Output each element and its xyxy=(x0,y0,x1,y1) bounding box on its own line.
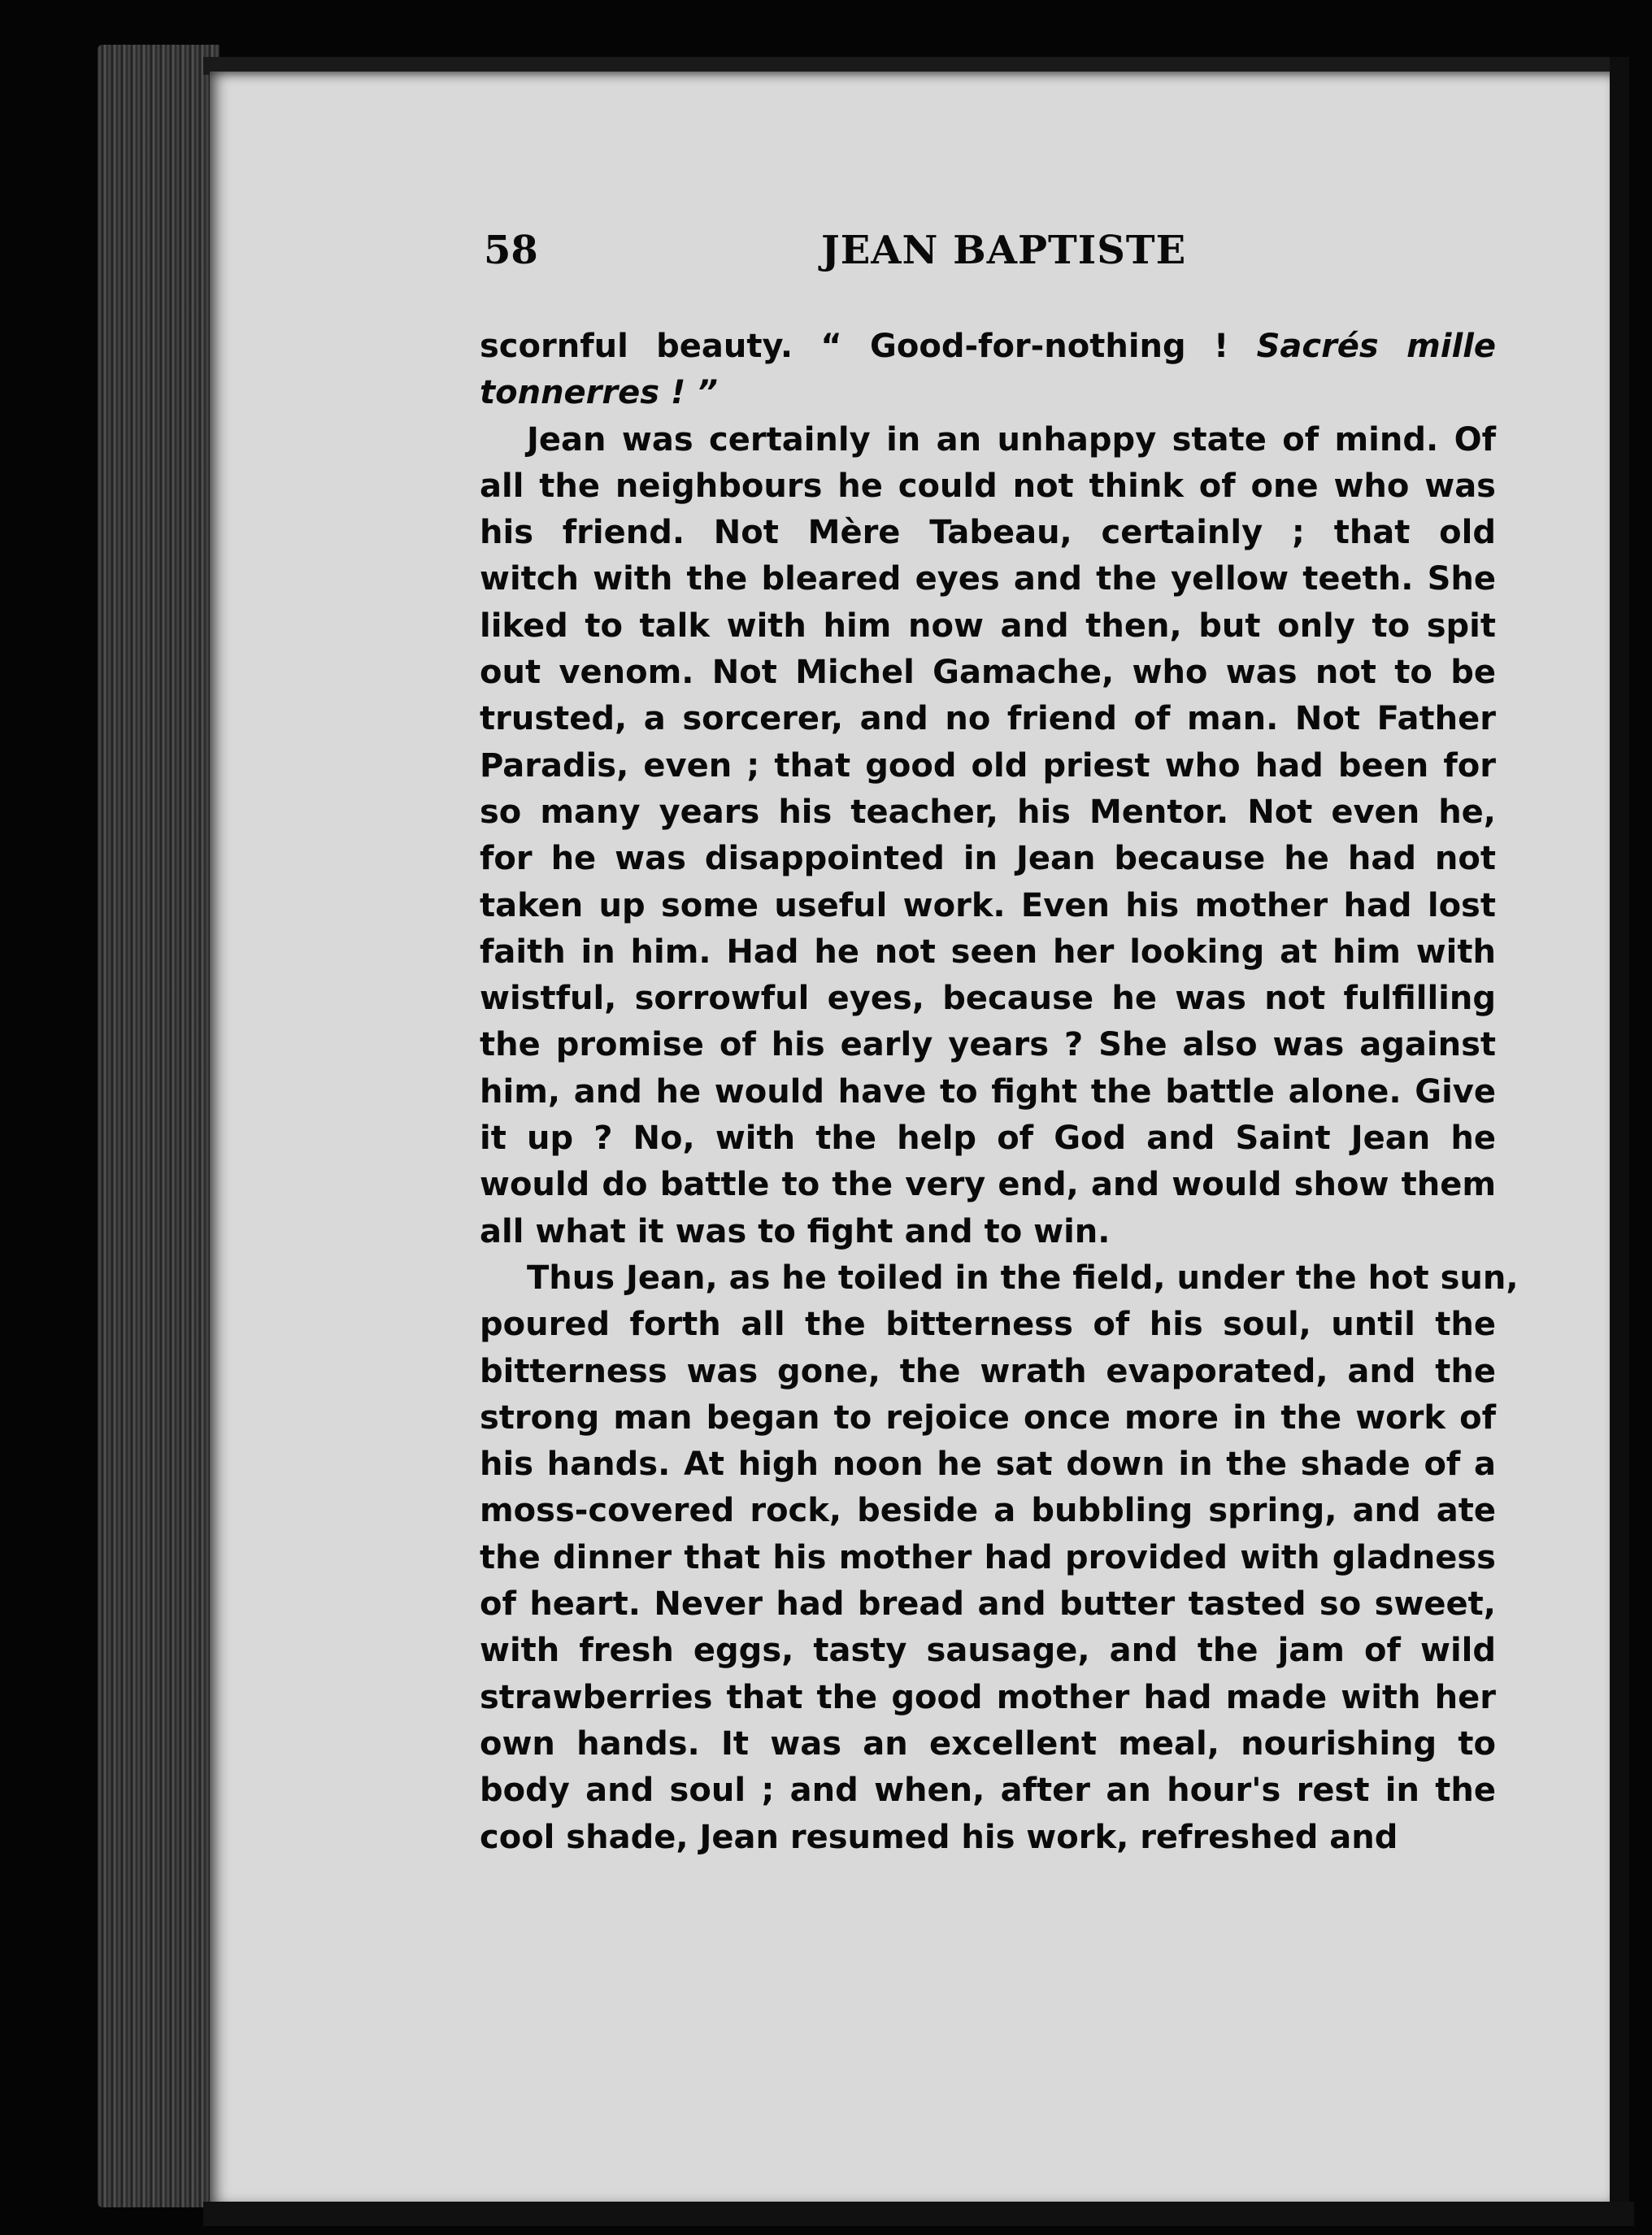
text-line xyxy=(480,324,1496,370)
text-line: it up ? No, with the help of God and Saint Jean he xyxy=(480,1120,1496,1158)
text-line: out venom. Not Michel Gamache, who was not to be xyxy=(480,654,1496,692)
text-line: body and soul ; and when, after an hour's rest in the xyxy=(480,1772,1496,1810)
paragraph xyxy=(480,1255,1519,1861)
text-line: poured forth all the bitterness of his soul, until the xyxy=(480,1306,1496,1344)
italic-phrase: Sacrés mille xyxy=(1256,328,1497,365)
text-line: strawberries that the good mother had made with her xyxy=(480,1678,1496,1716)
paragraph xyxy=(480,417,1496,1255)
text-line: all the neighbours he could not think of one who was xyxy=(480,467,1496,505)
text-line: cool shade, Jean resumed his work, refreshed and xyxy=(480,1818,1398,1856)
text-line: him, and he would have to fight the battle alone. Give xyxy=(480,1072,1496,1111)
text-line: faith in him. Had he not seen her looking at him with xyxy=(480,933,1496,971)
text-line: his hands. At high noon he sat down in the shade of a xyxy=(480,1446,1496,1484)
text-line: taken up some useful work. Even his mother had lost xyxy=(480,886,1496,924)
text-line: with fresh eggs, tasty sausage, and the jam of wild xyxy=(480,1632,1496,1670)
page-number: 58 xyxy=(484,228,538,273)
text-line: all what it was to fight and to win. xyxy=(480,1212,1111,1250)
text-line: of heart. Never had bread and butter tasted so sweet, xyxy=(480,1585,1496,1624)
page-header xyxy=(484,228,1500,301)
text-line: moss-covered rock, beside a bubbling spring, and ate xyxy=(480,1492,1496,1530)
text-line: the dinner that his mother had provided with gladness xyxy=(480,1538,1496,1576)
text-line: his friend. Not Mère Tabeau, certainly ; that old xyxy=(480,514,1496,552)
text-line: wistful, sorrowful eyes, because he was not fulfilling xyxy=(480,980,1496,1018)
text-line: witch with the bleared eyes and the yellow teeth. She xyxy=(480,560,1496,598)
scan-bottom-border xyxy=(203,2202,1634,2226)
text-line: own hands. It was an excellent meal, nourishing to xyxy=(480,1724,1496,1763)
text-line: Thus Jean, as he toiled in the field, under the hot sun, xyxy=(527,1259,1519,1297)
body-text xyxy=(480,324,1519,1861)
text-line: liked to talk with him now and then, but only to spit xyxy=(480,607,1496,645)
text-line: trusted, a sorcerer, and no friend of man. Not Father xyxy=(480,700,1496,738)
text-line: Paradis, even ; that good old priest who had been for xyxy=(480,746,1496,785)
book-page-edges xyxy=(98,45,220,2207)
text-line: the promise of his early years ? She also was against xyxy=(480,1026,1496,1064)
text-line: tonnerres ! ” xyxy=(480,374,718,412)
text-line: bitterness was gone, the wrath evaporated, and the xyxy=(480,1352,1496,1390)
scan-right-border xyxy=(1610,57,1629,2203)
text-line: so many years his teacher, his Mentor. Not even he, xyxy=(480,793,1496,831)
text-segment: scornful beauty. “ Good-for-nothing ! xyxy=(480,328,1229,365)
text-line: strong man began to rejoice once more in the work of xyxy=(480,1398,1496,1437)
text-line: for he was disappointed in Jean because he had not xyxy=(480,840,1496,878)
running-title: JEAN BAPTISTE xyxy=(821,228,1187,273)
text-line: Jean was certainly in an unhappy state of mind. Of xyxy=(527,420,1496,459)
text-line: would do battle to the very end, and would show them xyxy=(480,1166,1496,1204)
